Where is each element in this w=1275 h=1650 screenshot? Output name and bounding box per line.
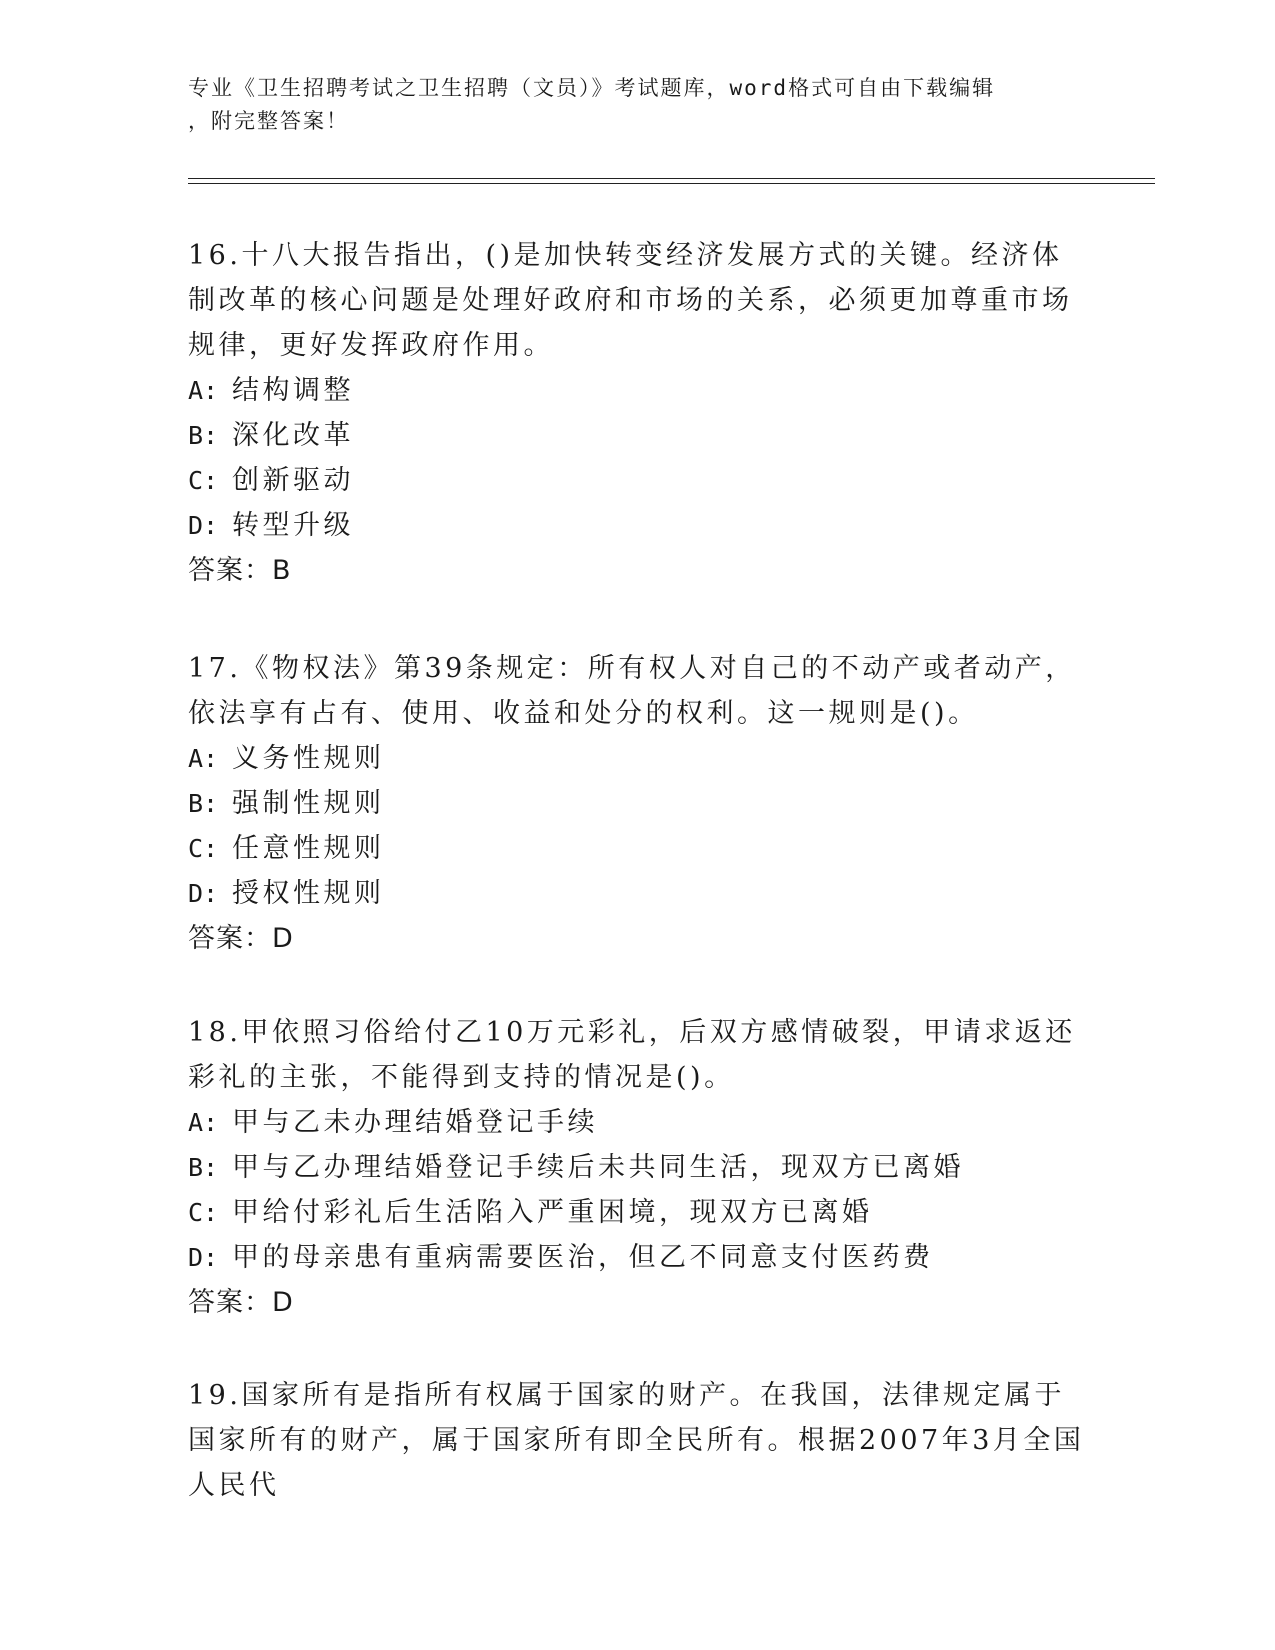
option-b <box>188 781 1088 826</box>
option-key: B: <box>188 421 219 450</box>
question-text: 17.《物权法》第39条规定：所有权人对自己的不动产或者动产，依法享有占有、使用、收益和处分的权利。这一规则是()。 <box>188 653 1076 729</box>
option-a <box>188 1100 1088 1145</box>
option-key: D: <box>188 1243 219 1272</box>
option-b <box>188 1145 1088 1190</box>
question-16 <box>188 233 1088 593</box>
question-text: 19.国家所有是指所有权属于国家的财产。在我国，法律规定属于国家所有的财产，属于国家所有即全民所有。根据2007年3月全国人民代 <box>188 1380 1085 1501</box>
option-key: C: <box>188 466 219 495</box>
option-text: 甲的母亲患有重病需要医治，但乙不同意支付医药费 <box>232 1242 934 1273</box>
option-d <box>188 503 1088 548</box>
option-text: 创新驱动 <box>232 465 354 496</box>
option-text: 甲与乙办理结婚登记手续后未共同生活，现双方已离婚 <box>232 1152 964 1183</box>
option-key: B: <box>188 1153 219 1182</box>
option-key: A: <box>188 376 219 405</box>
option-key: D: <box>188 511 219 540</box>
option-c <box>188 826 1088 871</box>
option-text: 结构调整 <box>232 375 354 406</box>
option-key: C: <box>188 1198 219 1227</box>
question-17 <box>188 646 1088 961</box>
option-key: B: <box>188 789 219 818</box>
option-text: 甲给付彩礼后生活陷入严重困境，现双方已离婚 <box>232 1197 873 1228</box>
question-18 <box>188 1010 1088 1325</box>
option-text: 强制性规则 <box>232 788 385 819</box>
option-key: D: <box>188 879 219 908</box>
question-text: 18.甲依照习俗给付乙10万元彩礼，后双方感情破裂，甲请求返还彩礼的主张，不能得到支持的情况是()。 <box>188 1017 1076 1093</box>
option-b <box>188 413 1088 458</box>
option-key: A: <box>188 744 219 773</box>
option-a <box>188 368 1088 413</box>
option-text: 授权性规则 <box>232 878 385 909</box>
header-rule-top <box>188 178 1155 179</box>
header-line-1: 专业《卫生招聘考试之卫生招聘（文员）》考试题库，word格式可自由下载编辑 <box>188 76 996 100</box>
header-line-2: ，附完整答案！ <box>188 109 349 133</box>
option-text: 甲与乙未办理结婚登记手续 <box>232 1107 598 1138</box>
option-d <box>188 871 1088 916</box>
document-header <box>188 72 1088 138</box>
answer-line: 答案：B <box>188 555 292 586</box>
option-c <box>188 458 1088 503</box>
header-rule-bottom <box>188 183 1155 184</box>
option-text: 深化改革 <box>232 420 354 451</box>
option-c <box>188 1190 1088 1235</box>
option-text: 任意性规则 <box>232 833 385 864</box>
option-key: A: <box>188 1108 219 1137</box>
option-text: 义务性规则 <box>232 743 385 774</box>
option-a <box>188 736 1088 781</box>
question-19 <box>188 1373 1088 1508</box>
option-text: 转型升级 <box>232 510 354 541</box>
option-key: C: <box>188 834 219 863</box>
answer-line: 答案：D <box>188 923 294 954</box>
answer-line: 答案：D <box>188 1287 294 1318</box>
question-text: 16.十八大报告指出，()是加快转变经济发展方式的关键。经济体制改革的核心问题是处理好政府和市场的关系，必须更加尊重市场规律，更好发挥政府作用。 <box>188 240 1073 361</box>
option-d <box>188 1235 1088 1280</box>
